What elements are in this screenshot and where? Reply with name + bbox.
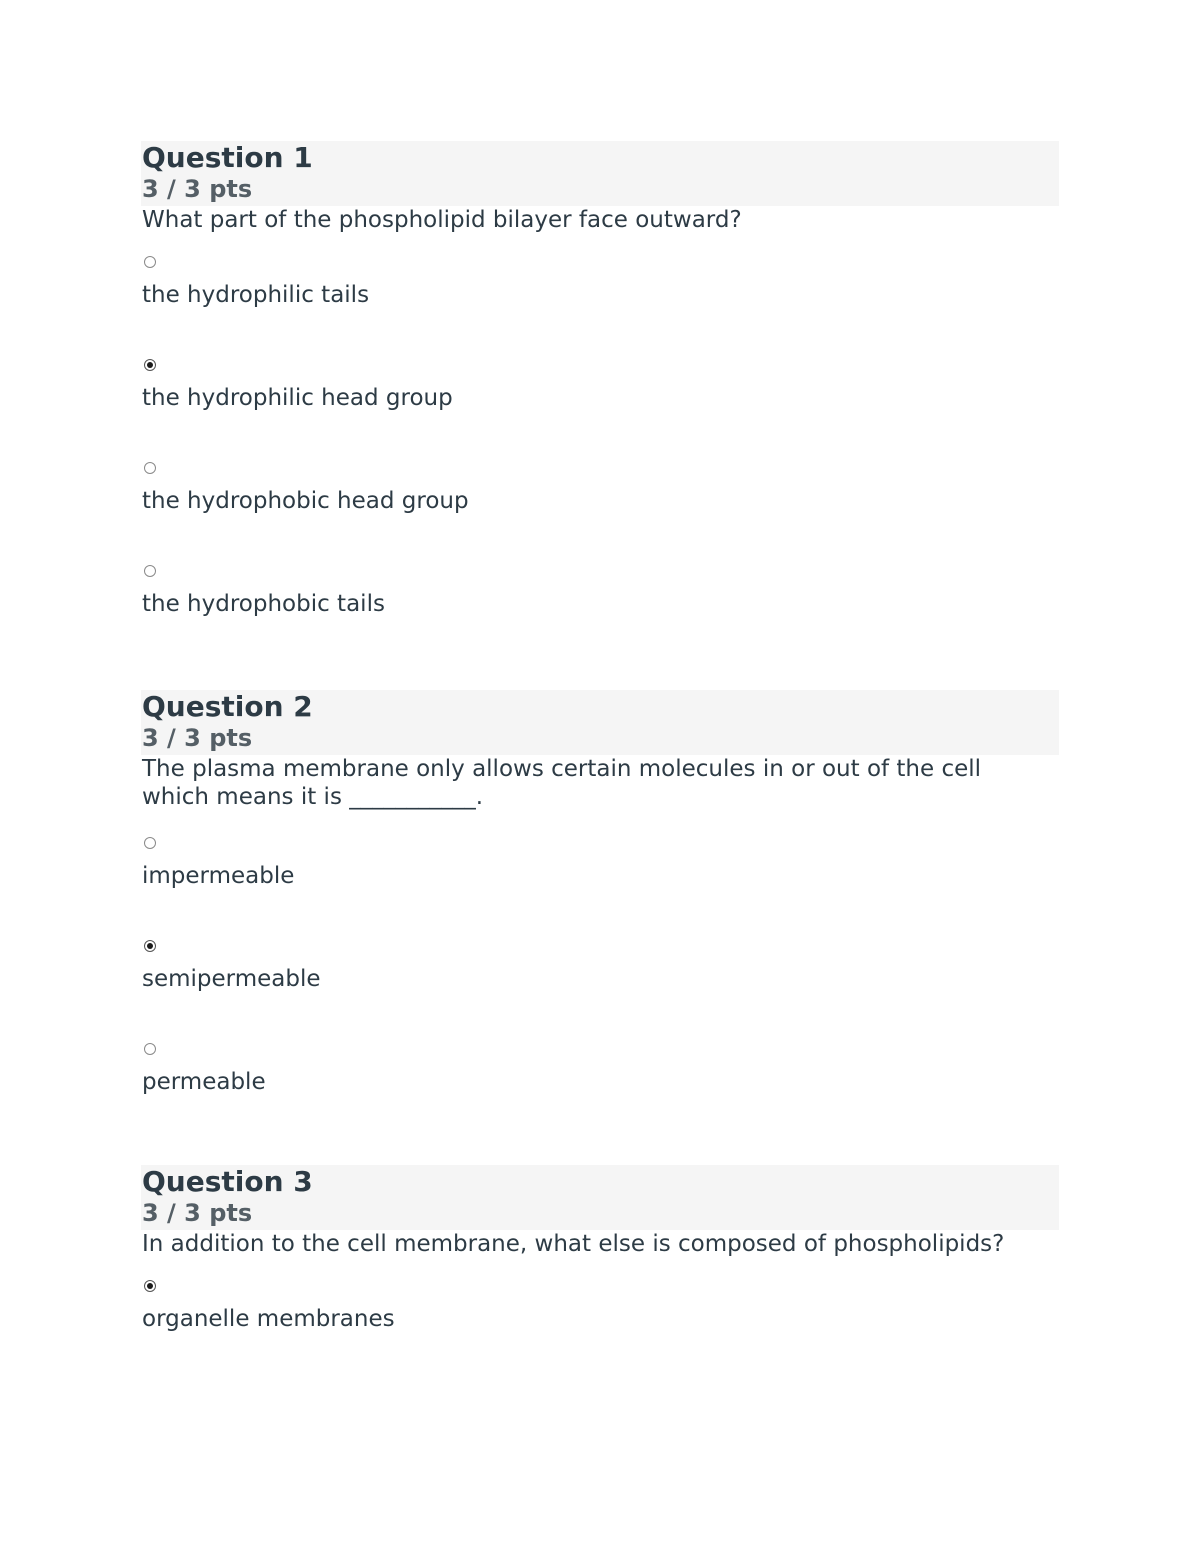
question-points: 3 / 3 pts: [142, 1199, 253, 1227]
question-points: 3 / 3 pts: [142, 724, 253, 752]
question-title: Question 2: [142, 690, 313, 723]
question-prompt: What part of the phospholipid bilayer face outward?: [142, 207, 742, 233]
question-prompt: [141, 755, 1059, 811]
answer-label[interactable]: semipermeable: [142, 966, 321, 992]
answer-option[interactable]: [141, 359, 1059, 462]
answer-label[interactable]: organelle membranes: [142, 1306, 395, 1332]
answer-option[interactable]: [141, 256, 1059, 359]
answer-label[interactable]: permeable: [142, 1069, 266, 1095]
question-points: 3 / 3 pts: [142, 175, 253, 203]
answer-label[interactable]: the hydrophilic tails: [142, 282, 370, 308]
question-title: Question 1: [142, 141, 313, 174]
answer-list: [141, 256, 1059, 668]
answer-option[interactable]: [141, 1280, 1059, 1383]
radio-button[interactable]: [144, 1043, 156, 1055]
answer-label[interactable]: the hydrophilic head group: [142, 385, 453, 411]
answer-list: [141, 1280, 1059, 1383]
radio-button-selected[interactable]: [144, 359, 156, 371]
answer-option[interactable]: [141, 1043, 1059, 1146]
question-prompt-line: The plasma membrane only allows certain molecules in or out of the cell: [142, 756, 982, 782]
radio-button[interactable]: [144, 462, 156, 474]
question-prompt: In addition to the cell membrane, what else is composed of phospholipids?: [142, 1231, 1005, 1257]
question-1: [141, 141, 1059, 668]
radio-button-selected[interactable]: [144, 1280, 156, 1292]
question-3-header: [141, 1165, 1059, 1230]
radio-button-selected[interactable]: [144, 940, 156, 952]
radio-button[interactable]: [144, 565, 156, 577]
answer-option[interactable]: [141, 462, 1059, 565]
radio-button[interactable]: [144, 256, 156, 268]
question-3: [141, 1165, 1059, 1383]
answer-option[interactable]: [141, 940, 1059, 1043]
question-2: [141, 690, 1059, 1146]
answer-option[interactable]: [141, 565, 1059, 668]
question-title: Question 3: [142, 1165, 313, 1198]
answer-list: [141, 837, 1059, 1146]
answer-option[interactable]: [141, 837, 1059, 940]
question-prompt-line: which means it is ___________.: [142, 784, 484, 810]
radio-button[interactable]: [144, 837, 156, 849]
question-1-header: [141, 141, 1059, 206]
question-2-header: [141, 690, 1059, 755]
answer-label[interactable]: impermeable: [142, 863, 295, 889]
answer-label[interactable]: the hydrophobic tails: [142, 591, 385, 617]
answer-label[interactable]: the hydrophobic head group: [142, 488, 469, 514]
